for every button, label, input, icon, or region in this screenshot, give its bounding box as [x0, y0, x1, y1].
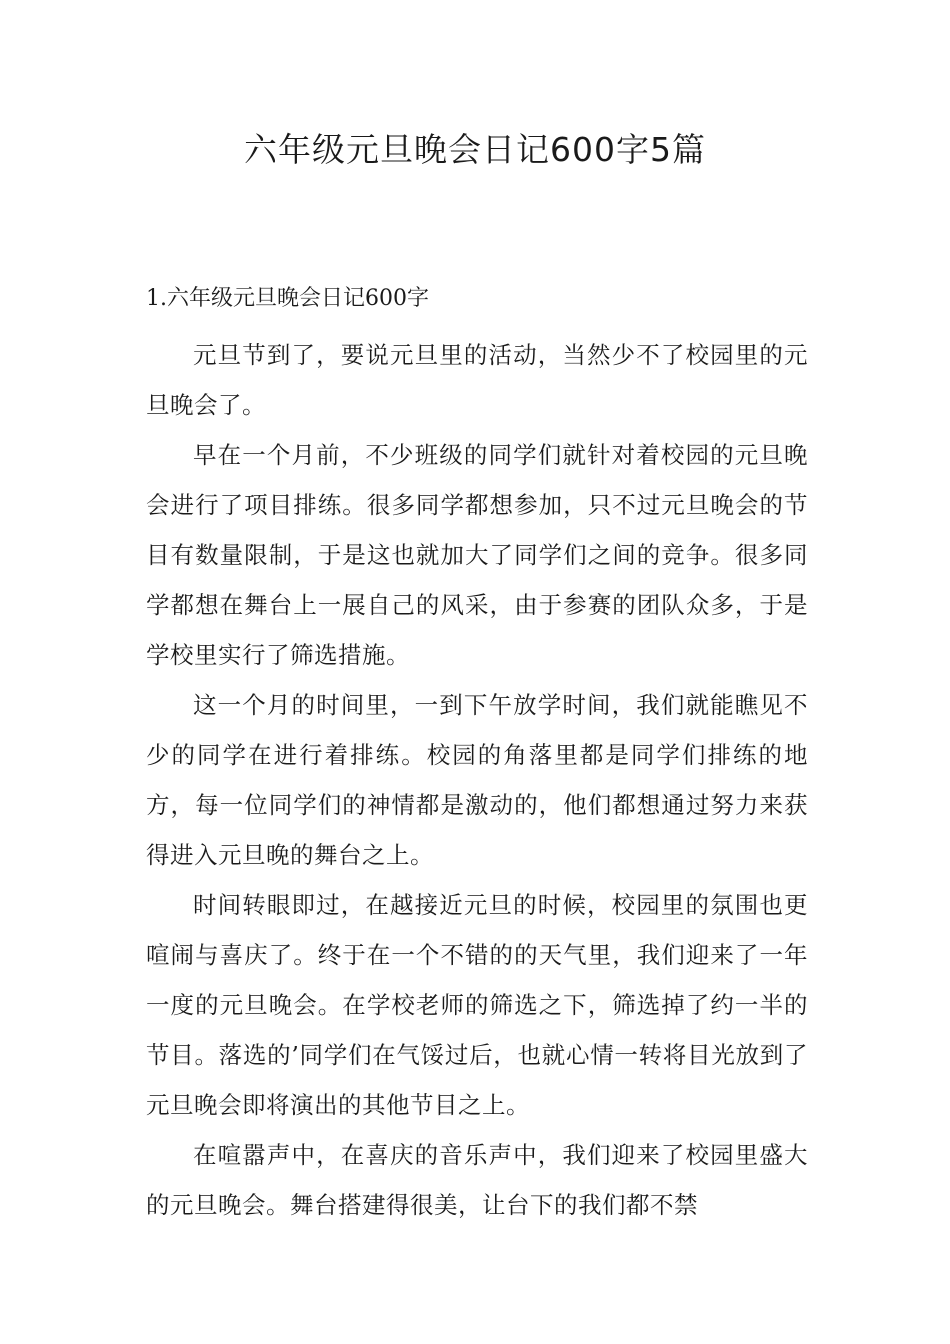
- document-title: 六年级元旦晚会日记600字5篇: [244, 130, 706, 169]
- paragraph-4: 时间转眼即过，在越接近元旦的时候，校园里的氛围也更喧闹与喜庆了。终于在一个不错的的天气里，我们迎来了一年一度的元旦晚会。在学校老师的筛选之下，筛选掉了约一半的节目。落选的’同学们在气馁过后，也就心情一转将目光放到了元旦晚会即将演出的其他节目之上。: [146, 891, 808, 1119]
- paragraph-3: 这一个月的时间里，一到下午放学时间，我们就能瞧见不少的同学在进行着排练。校园的角落里都是同学们排练的地方，每一位同学们的神情都是激动的，他们都想通过努力来获得进入元旦晚的舞台之上。: [146, 691, 808, 869]
- paragraph-2: 早在一个月前，不少班级的同学们就针对着校园的元旦晚会进行了项目排练。很多同学都想参加，只不过元旦晚会的节目有数量限制，于是这也就加大了同学们之间的竞争。很多同学都想在舞台上一展自己的风采，由于参赛的团队众多，于是学校里实行了筛选措施。: [146, 441, 808, 669]
- body-text: [146, 330, 808, 1230]
- section-heading: 1.六年级元旦晚会日记600字: [146, 286, 429, 311]
- paragraph-1: 元旦节到了，要说元旦里的活动，当然少不了校园里的元旦晚会了。: [146, 341, 808, 419]
- paragraph-5: 在喧嚣声中，在喜庆的音乐声中，我们迎来了校园里盛大的元旦晚会。舞台搭建得很美，让台下的我们都不禁: [146, 1141, 808, 1219]
